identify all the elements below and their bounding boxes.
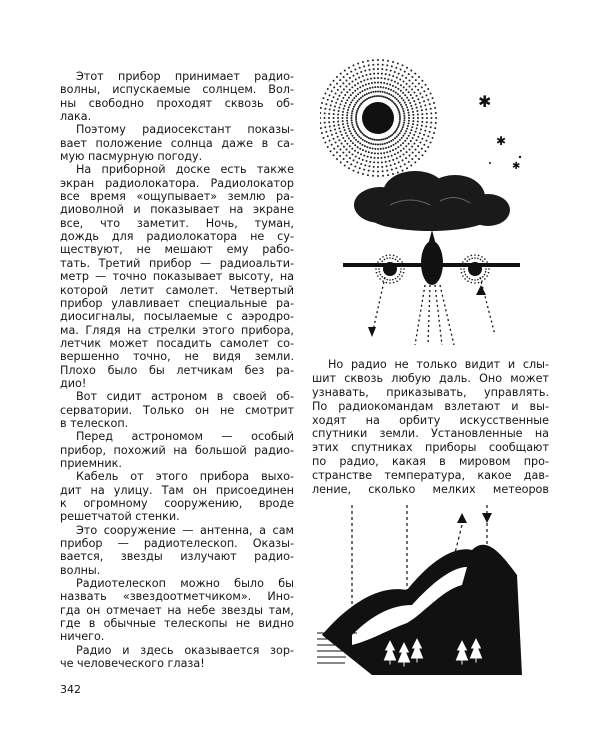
text-line: метр — точно показывает высоту, на bbox=[60, 270, 294, 284]
text-line: Этот прибор принимает радио- bbox=[76, 70, 294, 83]
text-line: ма. Глядя на стрелки этого прибора, bbox=[60, 323, 294, 337]
text-line: все время «ощупывает» землю ра- bbox=[60, 190, 294, 204]
text-line: диосигналы, посылаемые с аэродро- bbox=[60, 310, 294, 324]
text-line: волны, испускаемые солнцем. Вол- bbox=[60, 83, 294, 97]
text-line: странстве температура, какое дав- bbox=[312, 469, 549, 483]
text-line: в телескоп. bbox=[60, 416, 129, 430]
arrow-down-icon bbox=[368, 327, 376, 337]
text-line: вает положение солнца даже в са- bbox=[60, 136, 294, 150]
text-line: летчик может посадить самолет со- bbox=[60, 336, 294, 350]
svg-text:✱: ✱ bbox=[478, 92, 492, 111]
text-line: которой летит самолет. Четвертый bbox=[60, 283, 294, 297]
text-line: Радиотелескоп можно было бы bbox=[76, 577, 294, 591]
text-line: ходят на орбиту искусственные bbox=[312, 413, 549, 427]
text-line: На приборной доске есть также bbox=[76, 163, 294, 177]
right-column-text bbox=[312, 358, 549, 497]
text-line: прибор улавливает специальные ра- bbox=[60, 296, 294, 310]
text-line: Это сооружение — антенна, а сам bbox=[76, 523, 294, 537]
text-line: узнавать, приказывать, управлять. bbox=[312, 385, 549, 399]
text-line: ничего. bbox=[60, 630, 105, 644]
cloud-icon bbox=[354, 171, 510, 231]
text-line: серватории. Только он не смотрит bbox=[60, 403, 294, 417]
airplane-radio-illustration bbox=[320, 45, 540, 350]
text-line: гда он отмечает на небе звезды там, bbox=[60, 603, 294, 617]
text-line: прибор — радиотелескоп. Оказы- bbox=[60, 537, 294, 551]
left-column-text bbox=[60, 70, 294, 670]
text-line: дождь для радиолокатора не су- bbox=[60, 230, 294, 244]
arrow-up-icon bbox=[457, 513, 467, 523]
svg-text:✱: ✱ bbox=[512, 161, 521, 172]
text-line: решетчатой стенки. bbox=[60, 510, 180, 524]
text-line: Плохо было бы летчикам без ра- bbox=[60, 363, 294, 377]
star-icon bbox=[478, 92, 521, 172]
text-line: Но радио не только видит и слы- bbox=[328, 358, 549, 371]
text-line: дио! bbox=[60, 376, 87, 390]
text-line: диоволной и показывает на экране bbox=[60, 203, 294, 217]
text-line: вершенно точно, не видя земли. bbox=[60, 350, 294, 364]
airplane-icon bbox=[343, 230, 520, 285]
text-line: по радио, какая в мировом про- bbox=[312, 455, 549, 469]
text-line: вается, звезды излучают радио- bbox=[60, 550, 294, 564]
page-number: 342 bbox=[60, 683, 81, 696]
text-line: ление, сколько мелких метеоров bbox=[312, 483, 549, 497]
text-line: экран радиолокатора. Радиолокатор bbox=[60, 176, 294, 190]
text-line: где в обычные телескопы не видно bbox=[60, 617, 294, 631]
arrow-down-icon bbox=[482, 513, 492, 523]
arrow-up-icon bbox=[476, 285, 486, 295]
radio-wave-lines bbox=[372, 277, 495, 345]
mountain-radio-illustration bbox=[312, 505, 532, 685]
text-line: Перед астрономом — особый bbox=[76, 430, 294, 444]
text-line: прибор, похожий на большой радио- bbox=[60, 443, 294, 457]
text-line: мую пасмурную погоду. bbox=[60, 150, 203, 164]
text-line: По радиокомандам взлетают и вы- bbox=[312, 399, 549, 413]
text-line: лака. bbox=[60, 110, 92, 124]
text-line: спутники земли. Установленные на bbox=[312, 427, 549, 441]
text-line: этих спутниках приборы сообщают bbox=[312, 441, 549, 455]
text-line: че человеческого глаза! bbox=[60, 657, 205, 671]
text-line: назвать «звездоотметчиком». Ино- bbox=[60, 590, 294, 604]
sun-icon bbox=[320, 59, 437, 177]
text-line: Поэтому радиосекстант показы- bbox=[76, 123, 294, 137]
text-line: все, что заметит. Ночь, туман, bbox=[60, 216, 294, 230]
text-line: ны свободно проходят сквозь об- bbox=[60, 96, 294, 110]
text-line: Радио и здесь оказывается зор- bbox=[76, 643, 294, 657]
text-line: приемник. bbox=[60, 456, 122, 470]
svg-text:✱: ✱ bbox=[496, 134, 507, 148]
text-line: шит сквозь любую даль. Оно может bbox=[312, 371, 549, 385]
text-line: Вот сидит астроном в своей об- bbox=[76, 390, 294, 404]
text-line: ществуют, не мешают ему рабо- bbox=[60, 243, 294, 257]
text-line: к огромному сооружению, вроде bbox=[60, 497, 294, 510]
text-line: тать. Третий прибор — радиоальти- bbox=[60, 256, 294, 270]
text-line: дит на улицу. Там он присоединен bbox=[60, 483, 294, 497]
text-line: волны. bbox=[60, 563, 101, 577]
text-line: Кабель от этого прибора выхо- bbox=[76, 470, 294, 484]
